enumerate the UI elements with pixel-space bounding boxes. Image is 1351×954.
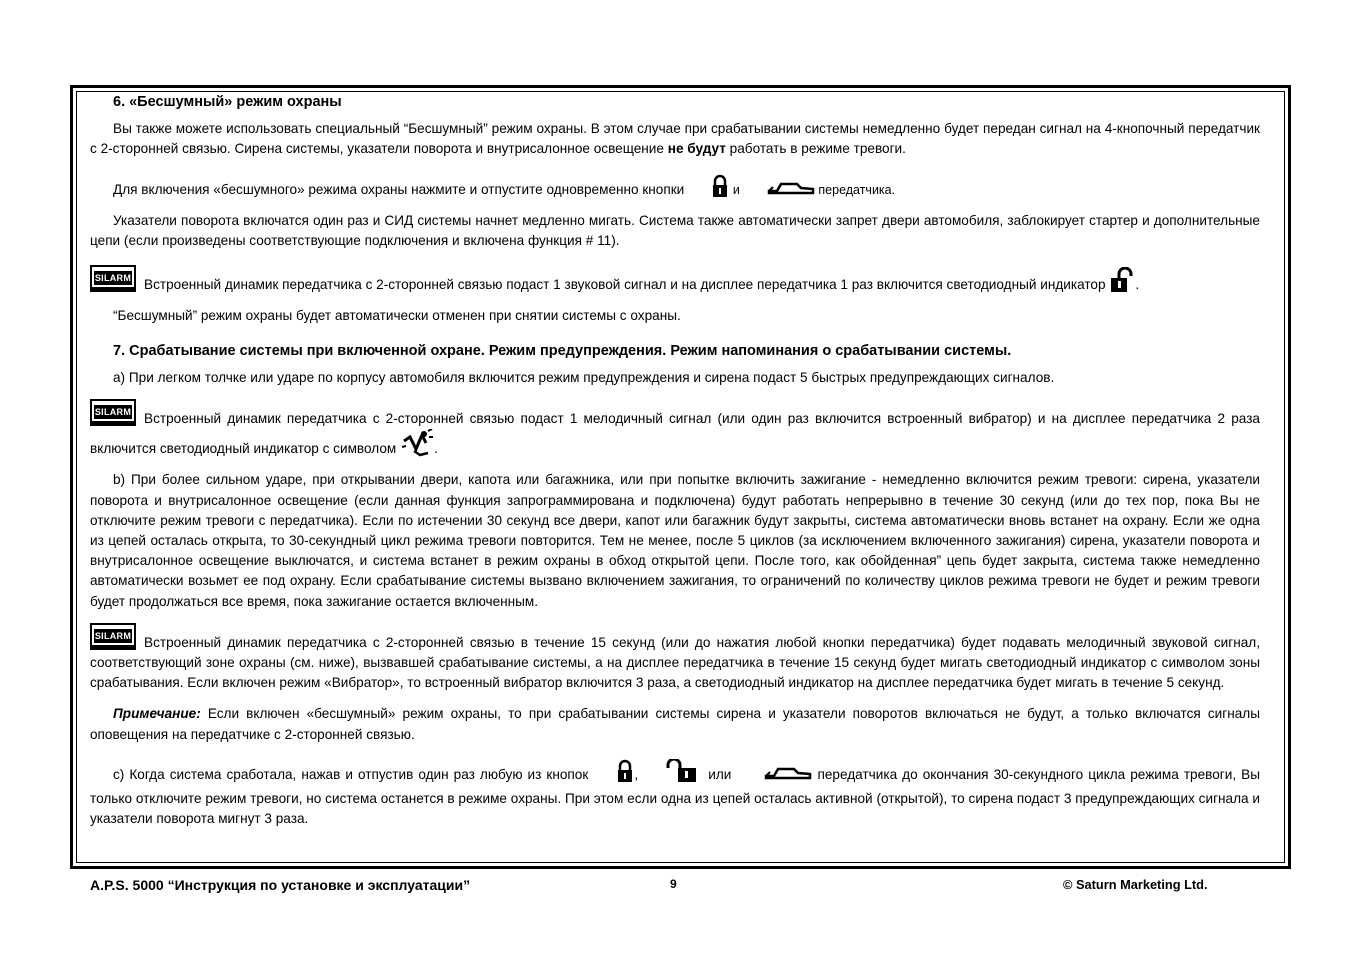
- footer-copyright: © Saturn Marketing Ltd.: [1063, 877, 1208, 892]
- silarm-icon: SILARM: [90, 623, 136, 650]
- section7-pc: с) Когда система сработала, нажав и отпустив один раз любую из кнопок , или передатчика до окончания 30-секундного цикла режима тревоги, Вы только отключите режим тревоги, но система останется в режиме охраны. При этом если одна из цепей осталась активной (открытой), то сирена подаст 3 предупреждающих сигнала и указатели поворота мигнут 3 раза.: [90, 759, 1260, 830]
- footer-document-title: A.P.S. 5000 “Инструкция по установке и эксплуатации”: [90, 877, 471, 893]
- footer-page-number: 9: [670, 877, 677, 891]
- silarm-icon: SILARM: [90, 399, 136, 426]
- section6-p3: Указатели поворота включатся один раз и СИД системы начнет медленно мигать. Система также автоматически запрет двери автомобиля, заблокирует стартер и дополнительные цепи (если произведены соответствующие подключения и включена функция # 11).: [90, 212, 1260, 249]
- section6-silarm-p: SILARM Встроенный динамик передатчика с 2-сторонней связью подаст 1 звуковой сигнал и на дисплее передатчика 1 раз включится светодиодный индикатор .: [90, 265, 1260, 299]
- section7-note: Примечание: Если включен «бесшумный» режим охраны, то при срабатывании системы сирена и указатели поворотов включаться не будут, а только включатся сигналы оповещения на передатчике с 2-сторонней связью.: [90, 706, 1260, 742]
- unlock-icon: [643, 759, 698, 789]
- section6-p2: Для включения «бесшумного» режима охраны нажмите и отпустите одновременно кнопки и передатчика.: [90, 174, 1260, 204]
- section7-silarm-a: SILARM Встроенный динамик передатчика с 2-сторонней связью подаст 1 мелодичный сигнал (или один раз включится встроенный вибратор) и на дисплее передатчика 2 раза включится светодиодный индикатор с символом .: [90, 399, 1260, 463]
- section7-title: 7. Срабатывание системы при включенной охране. Режим предупреждения. Режим напоминания о срабатывании системы.: [113, 342, 1012, 359]
- lock-icon: [593, 759, 634, 789]
- section7-silarm-b: SILARM Встроенный динамик передатчика с 2-сторонней связью в течение 15 секунд (или до нажатия любой кнопки передатчика) будет подавать мелодичный звуковой сигнал, соответствующий зоне охраны (см. ниже), вызвавшей срабатывание системы, а на дисплее передатчика в течение 15 секунд будет мигать светодиодный индикатор с символом зоны срабатывания. Если включен режим «Вибратор», то встроенный вибратор включится 3 раза, а светодиодный индикатор на дисплее передатчика будет мигать в течение 5 секунд.: [90, 623, 1260, 694]
- shock-sensor-icon: [400, 429, 434, 463]
- lock-icon: [688, 174, 729, 204]
- section7-pa: а) При легком толчке или ударе по корпусу автомобиля включится режим предупреждения и сирена подаст 5 быстрых предупреждающих сигналов.: [113, 369, 1055, 385]
- section6-title: 6. «Бесшумный» режим охраны: [113, 94, 342, 110]
- section7-pb: b) При более сильном ударе, при открывании двери, капота или багажника, или при попытке включить зажигание - немедленно включится режим тревоги: сирена, указатели поворота и внутрисалонное освещение (если данная функция запрограммирована и подключена) будут работать непрерывно в течение 30 секунд (или до тех пор, пока Вы не отключите режим тревоги с передатчика). Если по истечении 30 секунд все двери, капот или багажник будут закрыты, система автоматически вновь встанет на охрану. Если же одна из цепей осталась открыта, то 30-секундный цикл режима тревоги повторится. Тем не менее, после 5 циклов (за исключением включенного зажигания) сирена, указатели поворота и внутрисалонное освещение выключатся, и система встанет в режим охраны в обход открытой цепи. После того, как обойденная” цепь будет закрыта, система также немедленно автоматически возьмет ее под охрану. Если срабатывание системы вызвано включением зажигания, то ограничений по количеству циклов режима тревоги не будет и режим тревоги будет продолжаться все время, пока зажигание остается включенным.: [90, 472, 1260, 609]
- page-content: [90, 92, 1260, 829]
- silarm-icon: SILARM: [90, 265, 136, 292]
- section6-p4: “Бесшумный” режим охраны будет автоматически отменен при снятии системы с охраны.: [113, 308, 681, 324]
- car-trunk-icon: [741, 763, 812, 789]
- unlock-icon: [1109, 267, 1135, 299]
- section6-p1: Вы также можете использовать специальный “Бесшумный” режим охраны. В этом случае при срабатывании системы немедленно будет передан сигнал на 4-кнопочный передатчик с 2-сторонней связью. Сирена системы, указатели поворота и внутрисалонное освещение не будут работать в режиме тревоги.: [90, 121, 1260, 157]
- car-trunk-icon: [744, 178, 815, 204]
